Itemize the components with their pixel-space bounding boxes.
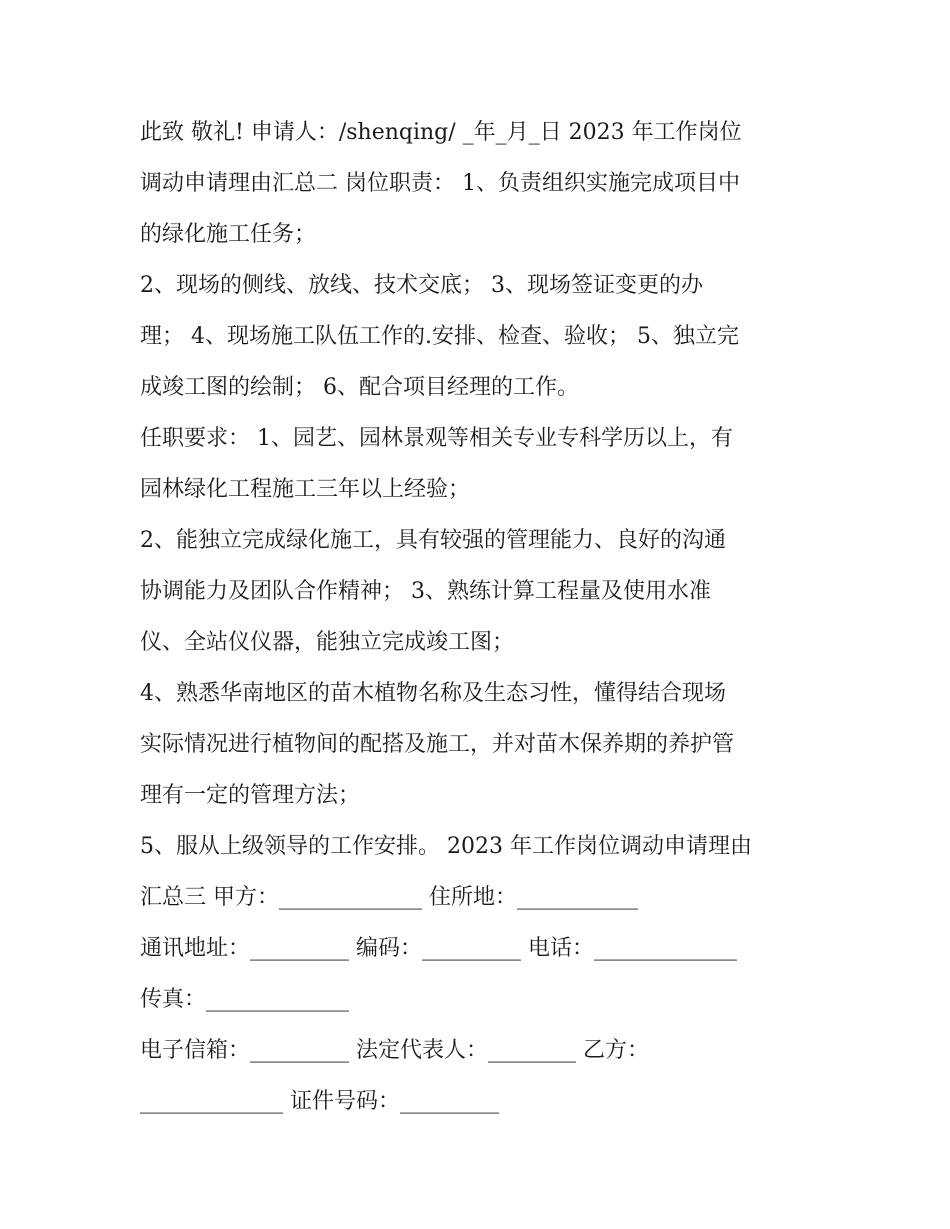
text-line-5: 理； 4、现场施工队伍工作的.安排、检查、验收； 5、独立完 [140,324,739,349]
text-line-19: 电子信箱：_________ 法定代表人：________ 乙方： [140,1038,649,1063]
text-line-13: 实际情况进行植物间的配搭及施工，并对苗木保养期的养护管 [140,732,735,757]
text-line-4: 2、现场的侧线、放线、技术交底； 3、现场签证变更的办 [140,273,703,298]
text-line-20: _____________ 证件号码：_________ [140,1089,499,1114]
text-line-17: 通讯地址：_________ 编码：_________ 电话：_____________ [140,936,737,961]
text-line-10: 协调能力及团队合作精神； 3、熟练计算工程量及使用水准 [140,579,711,604]
text-line-12: 4、熟悉华南地区的苗木植物名称及生态习性，懂得结合现场 [140,681,726,706]
text-line-11: 仪、全站仪仪器，能独立完成竣工图； [140,630,515,655]
text-line-6: 成竣工图的绘制； 6、配合项目经理的工作。 [140,375,579,400]
text-line-3: 的绿化施工任务； [140,222,317,247]
text-line-2: 调动申请理由汇总二 岗位职责： 1、负责组织实施完成项目中 [140,171,740,196]
text-line-1: 此致 敬礼! 申请人：/shenqing/ _年_月_日 2023 年工作岗位 [140,120,742,145]
text-line-18: 传真：_____________ [140,987,350,1012]
document-body [140,107,820,1127]
text-line-7: 任职要求： 1、园艺、园林景观等相关专业专科学历以上，有 [140,426,733,451]
text-line-9: 2、能独立完成绿化施工，具有较强的管理能力、良好的沟通 [140,528,726,553]
text-line-15: 5、服从上级领导的工作安排。 2023 年工作岗位调动申请理由 [140,834,752,859]
text-line-14: 理有一定的管理方法； [140,783,361,808]
text-line-16: 汇总三 甲方：_____________ 住所地：___________ [140,885,638,910]
text-line-8: 园林绿化工程施工三年以上经验； [140,477,471,502]
